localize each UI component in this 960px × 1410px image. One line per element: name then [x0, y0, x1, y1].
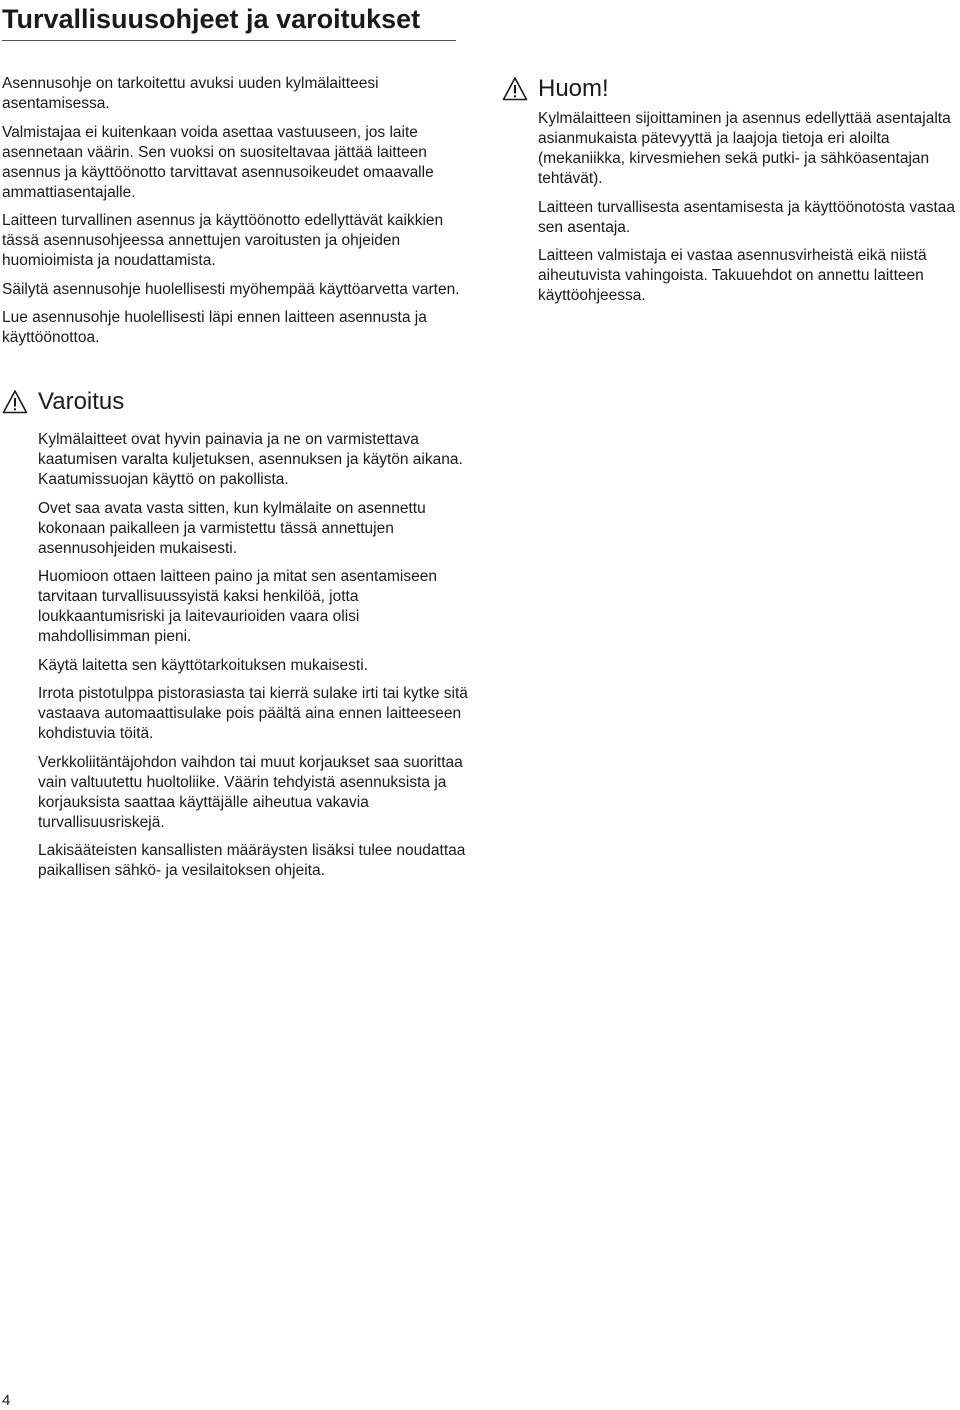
page-number: 4 — [2, 1392, 11, 1409]
intro-paragraph: Säilytä asennusohje huolellisesti myöhempää käyttöarvetta varten. — [2, 280, 460, 298]
note-section — [502, 73, 960, 315]
warning-heading: Varoitus — [38, 388, 125, 415]
note-heading: Huom! — [538, 75, 609, 102]
warning-body — [38, 430, 472, 881]
warning-paragraph: Irrota pistotulppa pistorasiasta tai kierrä sulake irti tai kytke sitä vastaava automaattisulake pois päältä aina ennen laitteeseen kohdistuvia töitä. — [38, 685, 468, 742]
note-paragraph: Laitteen turvallisesta asentamisesta ja käyttöönotosta vastaa sen asentaja. — [538, 198, 956, 236]
warning-heading-row — [2, 386, 472, 418]
warning-paragraph: Ovet saa avata vasta sitten, kun kylmälaite on asennettu kokonaan paikalleen ja varmistettu tässä annettujen asennusohjeiden mukaisesti. — [38, 499, 426, 557]
note-paragraph: Laitteen valmistaja ei vastaa asennusvirheistä eikä niistä aiheutuvista vahingoista. Takuuehdot on annettu laitteen käyttöohjeessa. — [538, 247, 927, 304]
page-title: Turvallisuusohjeet ja varoitukset — [2, 2, 456, 41]
warning-triangle-icon — [2, 389, 28, 415]
note-paragraph: Kylmälaitteen sijoittaminen ja asennus edellyttää asentajalta asianmukaista pätevyyttä ja laajoja tietoja eri aloilta (mekaniikka, kirvesmiehen sekä putki- ja sähköasentajan tehtävät). — [538, 110, 951, 187]
intro-paragraph: Asennusohje on tarkoitettu avuksi uuden kylmälaitteesi asentamisessa. — [2, 75, 379, 112]
intro-section — [2, 74, 464, 357]
warning-section — [2, 386, 472, 890]
note-heading-row — [502, 73, 960, 105]
warning-paragraph: Verkkoliitäntäjohdon vaihdon tai muut korjaukset saa suorittaa vain valtuutettu huoltoliike. Väärin tehdyistä asennuksista ja korjauksista saattaa käyttäjälle aiheutua vakavia turvallisuusriskejä. — [38, 753, 463, 831]
intro-paragraph: Laitteen turvallinen asennus ja käyttöönotto edellyttävät kaikkien tässä asennusohjeessa annettujen varoitusten ja ohjeiden huomioimista ja noudattamista. — [2, 212, 444, 269]
warning-paragraph: Huomioon ottaen laitteen paino ja mitat sen asentamiseen tarvitaan turvallisuussyistä kaksi henkilöä, jotta loukkaantumisriski ja laitevaurioiden vaara olisi mahdollisimman pieni. — [38, 568, 437, 645]
warning-paragraph: Kylmälaitteet ovat hyvin painavia ja ne on varmistettava kaatumisen varalta kuljetuksen, asennuksen ja käytön aikana. Kaatumissuojan käyttö on pakollista. — [38, 431, 463, 488]
warning-triangle-icon — [502, 76, 528, 102]
intro-paragraph: Valmistajaa ei kuitenkaan voida asettaa vastuuseen, jos laite asennetaan väärin. Sen vuoksi on suositeltavaa jättää laitteen asennus ja käyttöönotto tarvittavat asennusoikeudet omaavalle ammattiasentajalle. — [2, 123, 434, 201]
note-body — [538, 109, 960, 306]
warning-paragraph: Lakisääteisten kansallisten määräysten lisäksi tulee noudattaa paikallisen sähkö- ja vesilaitoksen ohjeita. — [38, 842, 466, 879]
warning-paragraph: Käytä laitetta sen käyttötarkoituksen mukaisesti. — [38, 656, 368, 674]
intro-paragraph: Lue asennusohje huolellisesti läpi ennen laitteen asennusta ja käyttöönottoa. — [2, 309, 427, 346]
